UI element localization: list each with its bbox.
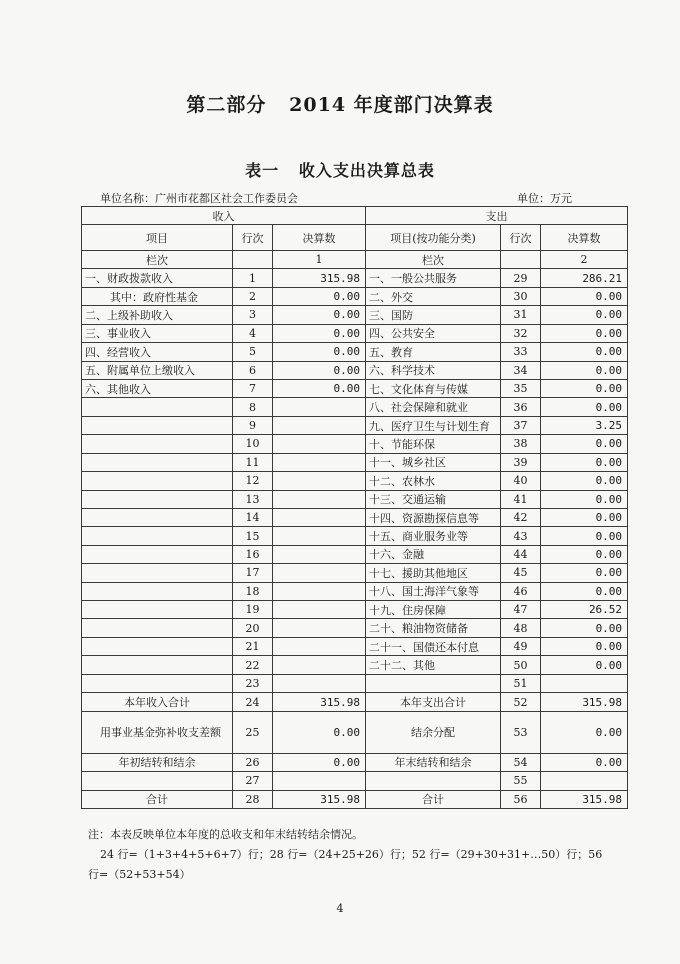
income-amount: [273, 416, 366, 434]
fund-row-no: 25: [233, 711, 273, 753]
table-row: [82, 287, 628, 305]
expense-item: 二、外交: [366, 287, 501, 305]
expense-amount: 3.25: [541, 416, 628, 434]
income-row-no: 1: [233, 269, 273, 287]
income-row-no: 15: [233, 527, 273, 545]
income-item: [82, 545, 233, 563]
lanci-row: [82, 251, 628, 269]
income-amount: [273, 619, 366, 637]
income-row-no: 7: [233, 379, 273, 397]
empty-cell: [541, 772, 628, 790]
expense-row-no: 41: [501, 490, 541, 508]
note-line-2: 24 行=（1+3+4+5+6+7）行；28 行=（24+25+26）行；52 行=（29+30+31+…50）行；56: [100, 848, 603, 861]
total-income-label: 本年收入合计: [82, 693, 233, 711]
income-row-no: 21: [233, 637, 273, 655]
expense-item: 二十、粮油物资储备: [366, 619, 501, 637]
col-item: 项目: [82, 225, 233, 251]
expense-amount: 0.00: [541, 453, 628, 471]
table-row: [82, 527, 628, 545]
empty-cell: [366, 772, 501, 790]
blank-row-right: 55: [501, 772, 541, 790]
sum-amount-left: 315.98: [273, 790, 366, 808]
empty-cell: [233, 251, 273, 269]
income-amount: 0.00: [273, 361, 366, 379]
expense-amount: 0.00: [541, 287, 628, 305]
income-amount: [273, 637, 366, 655]
income-row-no: 8: [233, 398, 273, 416]
expense-amount: 0.00: [541, 656, 628, 674]
income-item: [82, 564, 233, 582]
income-amount: [273, 601, 366, 619]
expense-amount: 0.00: [541, 527, 628, 545]
table-row: [82, 343, 628, 361]
income-amount: 0.00: [273, 324, 366, 342]
income-item: [82, 582, 233, 600]
expense-item: 十二、农林水: [366, 472, 501, 490]
income-row-no: 9: [233, 416, 273, 434]
expense-item: 十、节能环保: [366, 435, 501, 453]
total-expense-amount: 315.98: [541, 693, 628, 711]
table-row: [82, 398, 628, 416]
col-amount: 决算数: [273, 225, 366, 251]
expense-row-no: 31: [501, 306, 541, 324]
income-amount: [273, 472, 366, 490]
income-amount: [273, 490, 366, 508]
expense-row-no: 50: [501, 656, 541, 674]
expense-row-no: 45: [501, 564, 541, 582]
income-item: [82, 619, 233, 637]
empty-cell: [273, 772, 366, 790]
income-item: 二、上级补助收入: [82, 306, 233, 324]
begin-label: 年初结转和结余: [82, 753, 233, 771]
income-row-no: 6: [233, 361, 273, 379]
expense-item: 十三、交通运输: [366, 490, 501, 508]
unit-label: 单位：万元: [517, 192, 572, 205]
table-title: 表一 收入支出决算总表: [245, 161, 435, 180]
col-expense-amount: 决算数: [541, 225, 628, 251]
page-title: 第二部分 2014 年度部门决算表: [186, 94, 494, 116]
expense-row-no: 51: [501, 674, 541, 693]
col-row: 行次: [233, 225, 273, 251]
income-expense-table: [81, 206, 628, 809]
expense-item: 十六、金融: [366, 545, 501, 563]
income-row-no: 3: [233, 306, 273, 324]
income-amount: [273, 656, 366, 674]
expense-item: 一、一般公共服务: [366, 269, 501, 287]
empty-cell: [82, 772, 233, 790]
expense-item: 七、文化体育与传媒: [366, 379, 501, 397]
income-item: [82, 435, 233, 453]
table-row: [82, 508, 628, 526]
table-row: [82, 306, 628, 324]
income-item: [82, 416, 233, 434]
end-row: 54: [501, 753, 541, 771]
table-row: [82, 619, 628, 637]
expense-item: 三、国防: [366, 306, 501, 324]
expense-item: 五、教育: [366, 343, 501, 361]
expense-row-no: 44: [501, 545, 541, 563]
table-row: [82, 453, 628, 471]
income-item: [82, 656, 233, 674]
income-row-no: 11: [233, 453, 273, 471]
table-row: [82, 637, 628, 655]
expense-item: 十四、资源勘探信息等: [366, 508, 501, 526]
col-expense-row: 行次: [501, 225, 541, 251]
blank-row-left: 27: [233, 772, 273, 790]
expense-row-no: 35: [501, 379, 541, 397]
income-row-no: 22: [233, 656, 273, 674]
expense-item: 六、科学技术: [366, 361, 501, 379]
expense-amount: 0.00: [541, 343, 628, 361]
expense-row-no: 46: [501, 582, 541, 600]
unit-name: 单位名称：广州市花都区社会工作委员会: [100, 192, 298, 205]
income-row-no: 16: [233, 545, 273, 563]
income-item: [82, 472, 233, 490]
expense-row-no: 29: [501, 269, 541, 287]
income-amount: 0.00: [273, 287, 366, 305]
income-item: [82, 398, 233, 416]
income-row-no: 2: [233, 287, 273, 305]
expense-header: 支出: [366, 207, 628, 225]
expense-amount: [541, 674, 628, 693]
expense-amount: 0.00: [541, 508, 628, 526]
expense-row-no: 32: [501, 324, 541, 342]
income-item: [82, 601, 233, 619]
expense-amount: 286.21: [541, 269, 628, 287]
expense-amount: 0.00: [541, 435, 628, 453]
table-row: [82, 545, 628, 563]
sum-label-right: 合计: [366, 790, 501, 808]
column-header-row: [82, 225, 628, 251]
expense-amount: 0.00: [541, 324, 628, 342]
expense-item: 四、公共安全: [366, 324, 501, 342]
income-row-no: 4: [233, 324, 273, 342]
income-row-no: 12: [233, 472, 273, 490]
expense-amount: 0.00: [541, 582, 628, 600]
income-amount: [273, 435, 366, 453]
table-row: [82, 379, 628, 397]
income-row-no: 20: [233, 619, 273, 637]
income-item: [82, 453, 233, 471]
income-amount: [273, 527, 366, 545]
income-item: 一、财政拨款收入: [82, 269, 233, 287]
total-expense-label: 本年支出合计: [366, 693, 501, 711]
expense-amount: 0.00: [541, 637, 628, 655]
expense-amount: 26.52: [541, 601, 628, 619]
sum-row: [82, 790, 628, 808]
note-line-1: 注：本表反映单位本年度的总收支和年末结转结余情况。: [88, 828, 363, 841]
expense-item: 十一、城乡社区: [366, 453, 501, 471]
group-header-row: [82, 207, 628, 225]
income-amount: [273, 398, 366, 416]
begin-amount: 0.00: [273, 753, 366, 771]
end-amount: 0.00: [541, 753, 628, 771]
total-row: [82, 693, 628, 711]
expense-row-no: 37: [501, 416, 541, 434]
surplus-dist-label: 结余分配: [366, 711, 501, 753]
expense-item: 十七、援助其他地区: [366, 564, 501, 582]
income-row-no: 18: [233, 582, 273, 600]
expense-amount: 0.00: [541, 472, 628, 490]
expense-item: 二十一、国债还本付息: [366, 637, 501, 655]
income-amount: [273, 508, 366, 526]
total-income-amount: 315.98: [273, 693, 366, 711]
table-row: [82, 674, 628, 693]
expense-row-no: 47: [501, 601, 541, 619]
expense-row-no: 43: [501, 527, 541, 545]
expense-amount: 0.00: [541, 306, 628, 324]
expense-row-no: 49: [501, 637, 541, 655]
sum-label-left: 合计: [82, 790, 233, 808]
income-amount: 0.00: [273, 306, 366, 324]
income-row-no: 14: [233, 508, 273, 526]
income-item: [82, 508, 233, 526]
sum-row-left: 28: [233, 790, 273, 808]
income-header: 收入: [82, 207, 366, 225]
income-item: [82, 637, 233, 655]
col-expense-item: 项目(按功能分类): [366, 225, 501, 251]
table-row: [82, 324, 628, 342]
table-row: [82, 435, 628, 453]
expense-item: 十五、商业服务业等: [366, 527, 501, 545]
expense-amount: 0.00: [541, 619, 628, 637]
fund-amount: 0.00: [273, 711, 366, 753]
total-expense-row: 52: [501, 693, 541, 711]
fund-row: [82, 711, 628, 753]
income-item: 六、其他收入: [82, 379, 233, 397]
expense-item: 九、医疗卫生与计划生育: [366, 416, 501, 434]
income-row-no: 19: [233, 601, 273, 619]
expense-amount: 0.00: [541, 398, 628, 416]
lanci-label: 栏次: [82, 251, 233, 269]
expense-amount: 0.00: [541, 379, 628, 397]
expense-row-no: 48: [501, 619, 541, 637]
expense-amount: 0.00: [541, 490, 628, 508]
income-amount: [273, 545, 366, 563]
income-amount: [273, 453, 366, 471]
expense-amount: 0.00: [541, 361, 628, 379]
carryover-row: [82, 753, 628, 771]
expense-amount: 0.00: [541, 545, 628, 563]
expense-row-no: 38: [501, 435, 541, 453]
expense-amount: 0.00: [541, 564, 628, 582]
table-row: [82, 269, 628, 287]
income-amount: 0.00: [273, 379, 366, 397]
expense-row-no: 40: [501, 472, 541, 490]
expense-row-no: 30: [501, 287, 541, 305]
table-row: [82, 416, 628, 434]
expense-row-no: 33: [501, 343, 541, 361]
income-amount: 315.98: [273, 269, 366, 287]
table-row: [82, 601, 628, 619]
income-amount: [273, 674, 366, 693]
income-amount: [273, 564, 366, 582]
lanci-income: 1: [273, 251, 366, 269]
note-line-3: 行=（52+53+54）: [88, 868, 191, 881]
lanci-label: 栏次: [366, 251, 501, 269]
total-income-row: 24: [233, 693, 273, 711]
income-item: 五、附属单位上缴收入: [82, 361, 233, 379]
expense-item: 十九、住房保障: [366, 601, 501, 619]
income-row-no: 17: [233, 564, 273, 582]
table-row: [82, 490, 628, 508]
income-row-no: 10: [233, 435, 273, 453]
expense-row-no: 42: [501, 508, 541, 526]
income-item: 其中：政府性基金: [82, 287, 233, 305]
expense-item: 八、社会保障和就业: [366, 398, 501, 416]
expense-item: 二十二、其他: [366, 656, 501, 674]
sum-amount-right: 315.98: [541, 790, 628, 808]
sum-row-right: 56: [501, 790, 541, 808]
income-item: 四、经营收入: [82, 343, 233, 361]
expense-row-no: 34: [501, 361, 541, 379]
income-row-no: 23: [233, 674, 273, 693]
income-row-no: 5: [233, 343, 273, 361]
expense-row-no: 39: [501, 453, 541, 471]
table-row: [82, 564, 628, 582]
lanci-expense: 2: [541, 251, 628, 269]
empty-cell: [501, 251, 541, 269]
income-row-no: 13: [233, 490, 273, 508]
expense-row-no: 36: [501, 398, 541, 416]
income-item: 三、事业收入: [82, 324, 233, 342]
income-item: [82, 490, 233, 508]
fund-label: 用事业基金弥补收支差额: [82, 711, 233, 753]
table-row: [82, 656, 628, 674]
table-row: [82, 582, 628, 600]
table-row: [82, 472, 628, 490]
expense-item: 十八、国土海洋气象等: [366, 582, 501, 600]
expense-item: [366, 674, 501, 693]
income-amount: 0.00: [273, 343, 366, 361]
begin-row: 26: [233, 753, 273, 771]
page-number: 4: [336, 902, 344, 915]
income-item: [82, 674, 233, 693]
income-item: [82, 527, 233, 545]
surplus-dist-amount: 0.00: [541, 711, 628, 753]
surplus-dist-row: 53: [501, 711, 541, 753]
blank-row: [82, 772, 628, 790]
income-amount: [273, 582, 366, 600]
table-row: [82, 361, 628, 379]
end-label: 年末结转和结余: [366, 753, 501, 771]
